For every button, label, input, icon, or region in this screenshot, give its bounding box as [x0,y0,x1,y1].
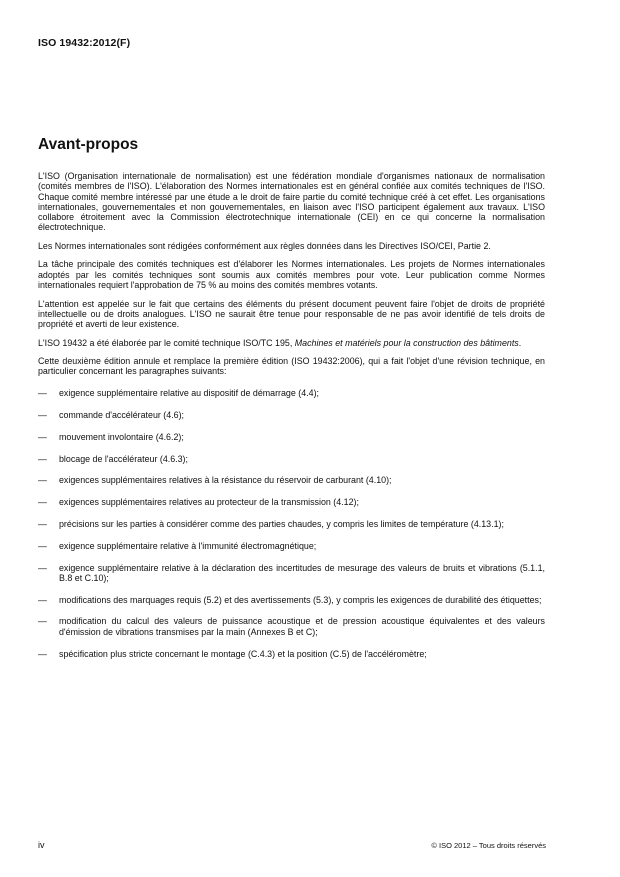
tc-title-italic: Machines et matériels pour la construction des bâtiments [294,337,519,348]
list-item [38,649,545,659]
paragraph-directives: Les Normes internationales sont rédigées conformément aux règles données dans les Directives ISO/CEI, Partie 2. [38,240,491,251]
list-item [38,541,545,551]
dash-marker: — [38,388,47,399]
list-item-text: exigences supplémentaires relatives au protecteur de la transmission (4.12); [59,497,359,508]
page-title: Avant-propos [38,136,139,153]
list-item-text: spécification plus stricte concernant le montage (C.4.3) et la position (C.5) de l'accéléromètre; [59,648,427,659]
list-item-text: exigence supplémentaire relative au dispositif de démarrage (4.4); [59,388,319,399]
list-item-text: mouvement involontaire (4.6.2); [59,431,184,442]
tc-text-suffix: . [518,337,522,348]
dash-marker: — [38,616,47,627]
list-item-text: exigences supplémentaires relatives à la résistance du réservoir de carburant (4.10); [59,475,392,486]
dash-marker: — [38,497,47,508]
changes-list [38,388,545,659]
page-number: iv [38,840,45,850]
list-item [38,595,545,605]
list-item-text: blocage de l'accélérateur (4.6.3); [59,453,188,464]
paragraph-second-edition: Cette deuxième édition annule et remplace la première édition (ISO 19432:2006), qui a fait l'objet d'une révision technique, en particulier concernant les paragraphes suivants: [38,356,545,377]
list-item [38,388,545,398]
dash-marker: — [38,540,47,551]
paragraph-patent-rights: L'attention est appelée sur le fait que certains des éléments du présent document peuvent faire l'objet de droits de propriété intellectuelle ou de droits analogues. L'ISO ne saurait être tenue pour responsable de ne pas avoir identifié de tels droits de propriété et averti de leur existence. [38,298,545,330]
dash-marker: — [38,518,47,529]
dash-marker: — [38,594,47,605]
list-item [38,432,545,442]
list-item [38,563,545,584]
dash-marker: — [38,409,47,420]
list-item-text: modifications des marquages requis (5.2) et des avertissements (5.3), y compris les exigences de durabilité des étiquettes; [59,594,542,605]
paragraph-tc-195 [38,338,545,348]
dash-marker: — [38,453,47,464]
document-body [38,171,545,670]
list-item [38,616,545,637]
list-item [38,519,545,529]
list-item [38,497,545,507]
list-item [38,454,545,464]
dash-marker: — [38,562,47,573]
list-item-text: modification du calcul des valeurs de puissance acoustique et de pression acoustique équivalentes et des valeurs d'émission de vibrations transmises par la main (Annexes B et C); [59,616,545,637]
tc-text-prefix: L'ISO 19432 a été élaborée par le comité technique ISO/TC 195, [38,337,295,348]
list-item-text: exigence supplémentaire relative à l'immunité électromagnétique; [59,540,317,551]
copyright-notice: © ISO 2012 – Tous droits réservés [431,841,546,850]
list-item-text: commande d'accélérateur (4.6); [59,409,185,420]
dash-marker: — [38,648,47,659]
list-item-text: précisions sur les parties à considérer comme des parties chaudes, y compris les limites de température (4.13.1); [59,518,504,529]
list-item [38,475,545,485]
paragraph-iso-organisation: L'ISO (Organisation internationale de normalisation) est une fédération mondiale d'organismes nationaux de normalisation (comités membres de l'ISO). L'élaboration des Normes internationales est en général confiée aux comités techniques de l'ISO. Chaque comité membre intéressé par une étude a le droit de faire partie du comité technique créé à cet effet. Les organisations internationales, gouvernementales et non gouvernementales, en liaison avec l'ISO participent également aux travaux. L'ISO collabore étroitement avec la Commission électrotechnique internationale (CEI) en ce qui concerne la normalisation électrotechnique. [38,171,545,233]
document-header: ISO 19432:2012(F) [38,37,131,49]
list-item [38,410,545,420]
dash-marker: — [38,431,47,442]
dash-marker: — [38,475,47,486]
paragraph-technical-committees: La tâche principale des comités techniques est d'élaborer les Normes internationales. Les projets de Normes internationales adoptés par les comités techniques sont soumis aux comités membres pour vote. Leur publication comme Normes internationales requiert l'approbation de 75 % au moins des comités membres votants. [38,259,545,291]
list-item-text: exigence supplémentaire relative à la déclaration des incertitudes de mesurage des valeurs de bruits et vibrations (5.1.1, B.8 et C.10); [59,562,545,583]
